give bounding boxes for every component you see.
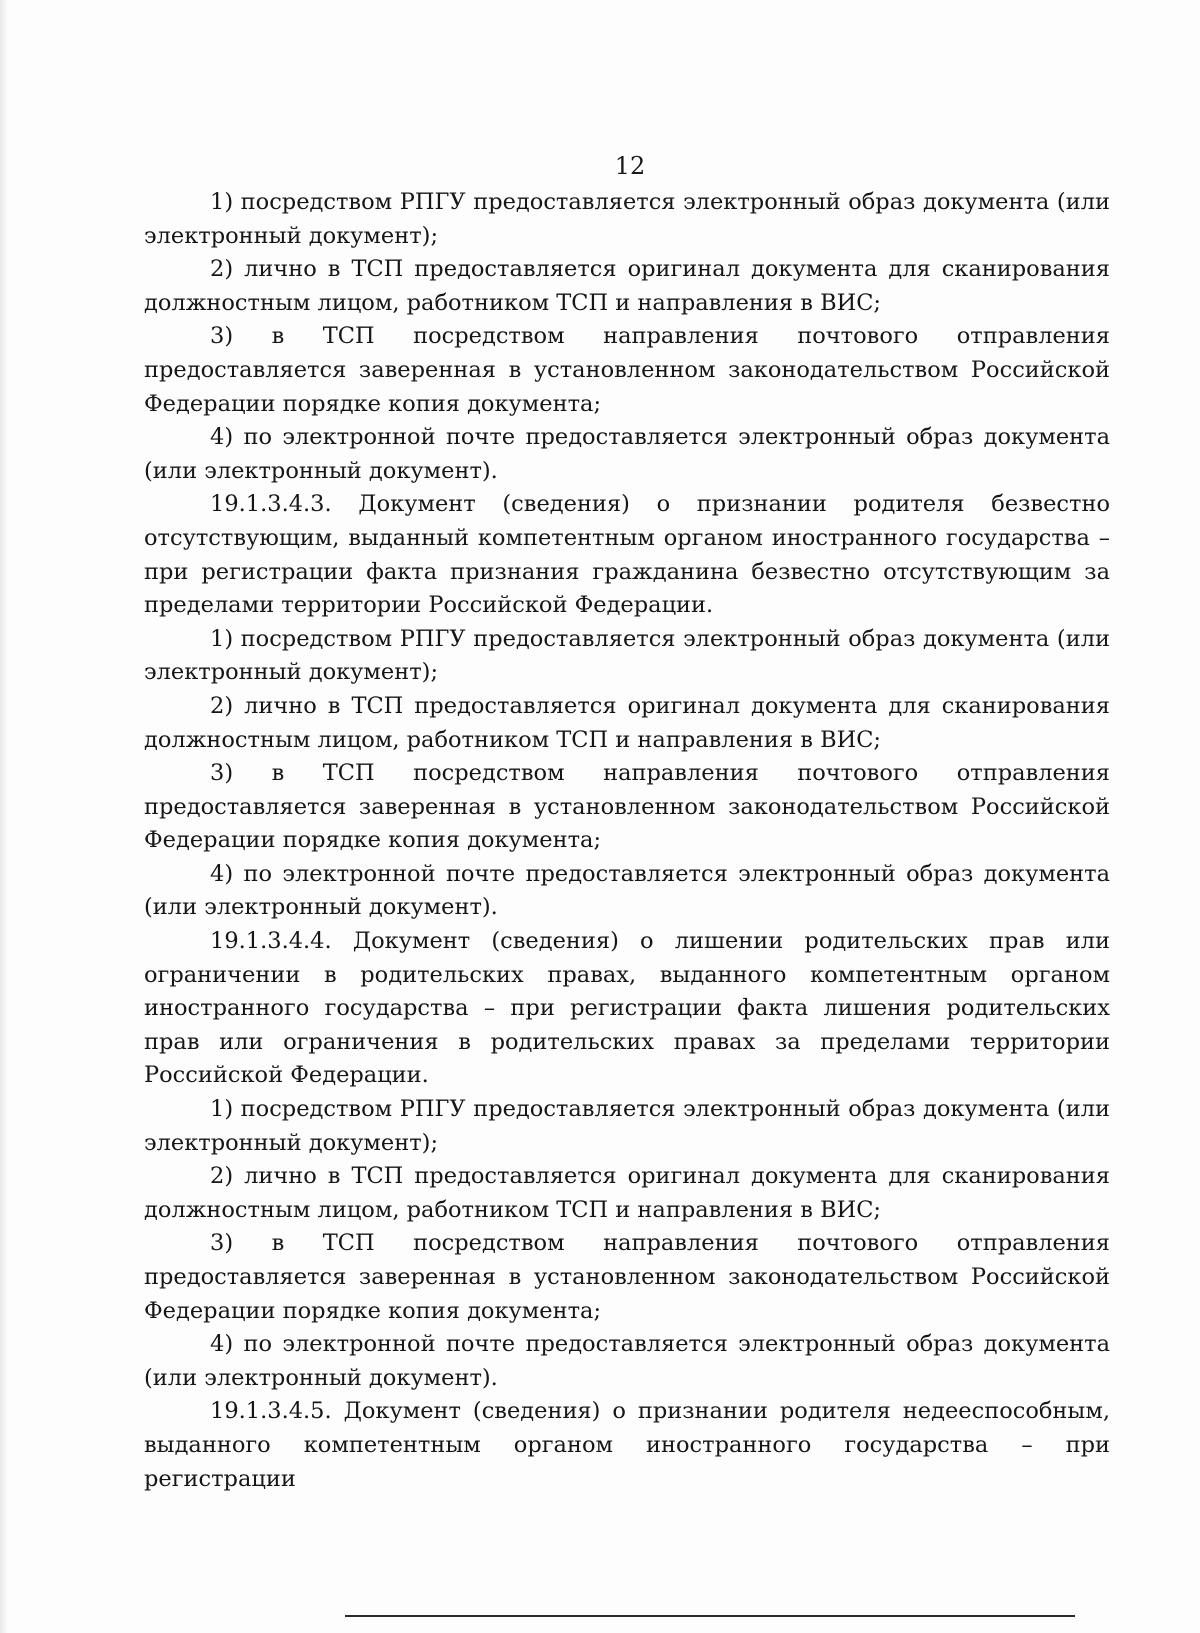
paragraph: 4) по электронной почте предоставляется электронный образ документа (или электронный документ). [144, 1331, 1110, 1391]
paragraph: 3) в ТСП посредством направления почтового отправления предоставляется заверенная в установленном законодательством Российской Федерации порядке копия документа; [144, 323, 1110, 417]
paragraph: 1) посредством РПГУ предоставляется электронный образ документа (или электронный документ); [144, 625, 1110, 686]
section-paragraph: 19.1.3.4.3. Документ (сведения) о признании родителя безвестно отсутствующим, выданный компетентным органом иностранного государства – при регистрации факта признания гражданина безвестно отсутствующим за пределами территории Российской Федерации. [144, 491, 1110, 619]
paragraph: 2) лично в ТСП предоставляется оригинал документа для сканирования должностным лицом, работником ТСП и направления в ВИС; [144, 692, 1110, 753]
section-paragraph: 19.1.3.4.4. Документ (сведения) о лишении родительских прав или ограничении в родительских правах, выданного компетентным органом иностранного государства – при регистрации факта лишения родительских прав или ограничения в родительских правах за пределами территории Российской Федерации. [144, 928, 1110, 1089]
document-body [144, 186, 1110, 1496]
paragraph: 3) в ТСП посредством направления почтового отправления предоставляется заверенная в установленном законодательством Российской Федерации порядке копия документа; [144, 1230, 1110, 1324]
paragraph: 1) посредством РПГУ предоставляется электронный образ документа (или электронный документ); [144, 189, 1110, 249]
paragraph: 4) по электронной почте предоставляется электронный образ документа (или электронный документ). [144, 424, 1110, 484]
paragraph: 2) лично в ТСП предоставляется оригинал документа для сканирования должностным лицом, работником ТСП и направления в ВИС; [144, 1163, 1110, 1223]
scan-edge-shadow [0, 0, 8, 1633]
paragraph: 1) посредством РПГУ предоставляется электронный образ документа (или электронный документ); [144, 1096, 1110, 1156]
paragraph: 2) лично в ТСП предоставляется оригинал документа для сканирования должностным лицом, работником ТСП и направления в ВИС; [144, 256, 1110, 316]
paragraph: 4) по электронной почте предоставляется электронный образ документа (или электронный документ). [144, 860, 1110, 921]
page-number: 12 [614, 152, 646, 180]
paragraph: 3) в ТСП посредством направления почтового отправления предоставляется заверенная в установленном законодательством Российской Федерации порядке копия документа; [144, 760, 1110, 854]
section-paragraph: 19.1.3.4.5. Документ (сведения) о признании родителя недееспособным, выданного компетентным органом иностранного государства – при регистрации [144, 1398, 1110, 1492]
scan-bottom-edge [345, 1615, 1075, 1617]
